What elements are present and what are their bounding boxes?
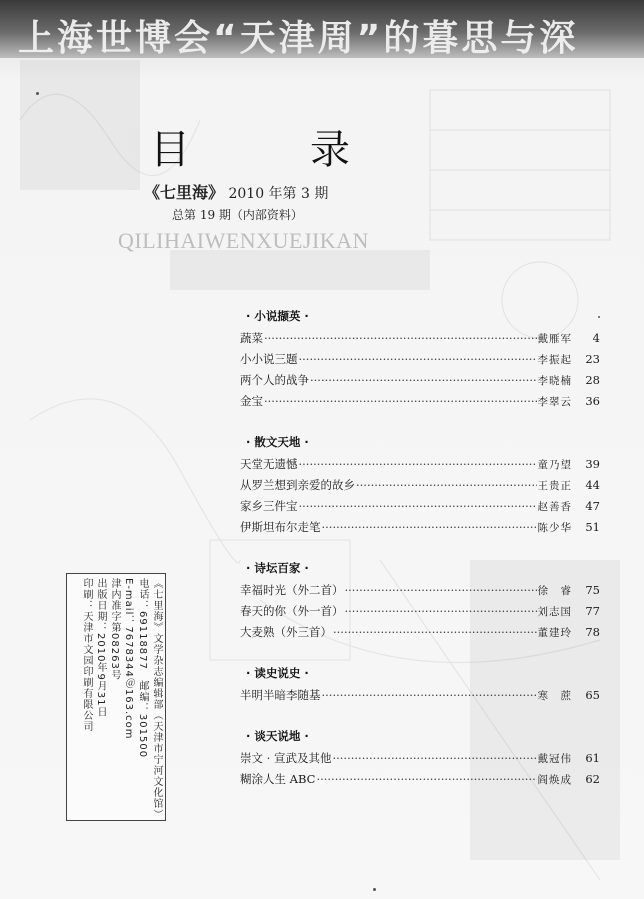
entry-page: 44	[585, 478, 600, 492]
entry-title: 大麦熟（外三首）	[240, 625, 332, 639]
table-of-contents	[240, 308, 600, 812]
colophon-permit: 津内准字第08263号	[109, 578, 120, 681]
entry-page: 23	[585, 352, 600, 366]
entry-title: 崇文 · 宣武及其他	[240, 751, 332, 765]
colophon-printer: 印刷：天津市文园印刷有限公司	[81, 578, 92, 732]
entry-author: 赵善香	[537, 501, 572, 513]
entry-author: 李振起	[537, 354, 572, 366]
magazine-name: 《七里海》	[144, 183, 225, 202]
entry-title: 金宝	[240, 394, 263, 408]
section-heading: · 谈天说地 ·	[246, 729, 309, 743]
entry-author: 徐 睿	[537, 585, 572, 597]
leader-dots	[299, 457, 537, 471]
leader-dots	[299, 499, 537, 513]
entry-title: 糊涂人生 ABC	[240, 772, 316, 786]
section-heading: · 小说撷英 ·	[246, 309, 309, 323]
entry-title: 幸福时光（外二首）	[240, 583, 344, 597]
colophon-box	[66, 573, 166, 821]
leader-dots	[310, 373, 537, 387]
toc-entry	[240, 771, 600, 792]
section-chat	[240, 728, 600, 792]
toc-entry	[240, 351, 600, 372]
toc-entry	[240, 456, 600, 477]
leader-dots	[316, 772, 536, 786]
entry-author: 李翠云	[537, 396, 572, 408]
leader-dots	[345, 583, 537, 597]
pinyin-wordmark: QILIHAIWENXUEJIKAN	[118, 228, 369, 253]
entry-title: 半明半暗李随基	[240, 688, 321, 702]
leader-dots	[322, 520, 537, 534]
entry-page: 4	[592, 331, 600, 345]
toc-entry	[240, 477, 600, 498]
leader-dots	[299, 352, 537, 366]
banner-headline: 上海世博会“天津周”的暮思与深	[18, 18, 579, 59]
entry-author: 阎焕成	[537, 774, 572, 786]
section-heading: · 诗坛百家 ·	[246, 561, 309, 575]
toc-entry	[240, 603, 600, 624]
leader-dots	[356, 478, 537, 492]
entry-author: 王贵正	[537, 480, 572, 492]
section-history	[240, 665, 600, 708]
section-prose	[240, 434, 600, 540]
entry-title: 天堂无遗憾	[240, 457, 298, 471]
entry-page: 36	[585, 394, 600, 408]
entry-title: 两个人的战争	[240, 373, 309, 387]
toc-entry	[240, 372, 600, 393]
entry-author: 戴冠伟	[537, 753, 572, 765]
entry-page: 51	[585, 520, 600, 534]
entry-author: 戴雁军	[537, 333, 572, 345]
leader-dots	[264, 331, 537, 345]
entry-page: 65	[585, 688, 600, 702]
toc-entry	[240, 750, 600, 771]
entry-author: 童乃望	[537, 459, 572, 471]
toc-entry	[240, 582, 600, 603]
toc-entry	[240, 624, 600, 645]
entry-page: 62	[585, 772, 600, 786]
colophon-editorial: 《七里海》文学杂志编辑部（天津市宁河文化馆）	[151, 578, 162, 820]
issue-number: 2010 年第 3 期	[228, 186, 329, 202]
entry-page: 75	[585, 583, 600, 597]
entry-page: 78	[585, 625, 600, 639]
top-banner	[0, 0, 644, 58]
contents-title: 目 录	[150, 127, 390, 173]
colophon-phone-postcode: 电话：69118877 邮编：301500	[137, 578, 148, 759]
leader-dots	[264, 394, 537, 408]
colophon-publish-date: 出版日期：2010年9月31日	[95, 578, 106, 718]
entry-title: 蔬菜	[240, 331, 263, 345]
entry-title: 春天的你（外一首）	[240, 604, 344, 618]
toc-entry	[240, 330, 600, 351]
leader-dots	[322, 688, 537, 702]
entry-title: 伊斯坦布尔走笔	[240, 520, 321, 534]
entry-title: 从罗兰想到亲爱的故乡	[240, 478, 355, 492]
section-heading: · 读史说史 ·	[246, 666, 309, 680]
entry-page: 77	[585, 604, 600, 618]
leader-dots	[333, 625, 537, 639]
section-heading: · 散文天地 ·	[246, 435, 309, 449]
entry-page: 28	[585, 373, 600, 387]
entry-page: 47	[585, 499, 600, 513]
leader-dots	[332, 751, 536, 765]
entry-author: 寒 蔗	[537, 690, 572, 702]
colophon-email: E-mail：7678344＠163.com	[123, 578, 134, 740]
entry-author: 刘志国	[537, 606, 572, 618]
issue-line	[144, 180, 328, 203]
entry-page: 61	[585, 751, 600, 765]
section-poetry	[240, 560, 600, 645]
entry-author: 董建玲	[537, 627, 572, 639]
entry-title: 家乡三件宝	[240, 499, 298, 513]
toc-entry	[240, 519, 600, 540]
entry-title: 小小说三题	[240, 352, 298, 366]
total-issue: 总第 19 期（内部资料）	[172, 208, 303, 222]
section-fiction	[240, 308, 600, 414]
entry-page: 39	[585, 457, 600, 471]
toc-entry	[240, 687, 600, 708]
toc-entry	[240, 498, 600, 519]
entry-author: 李晓楠	[537, 375, 572, 387]
toc-entry	[240, 393, 600, 414]
leader-dots	[345, 604, 537, 618]
entry-author: 陈少华	[537, 522, 572, 534]
